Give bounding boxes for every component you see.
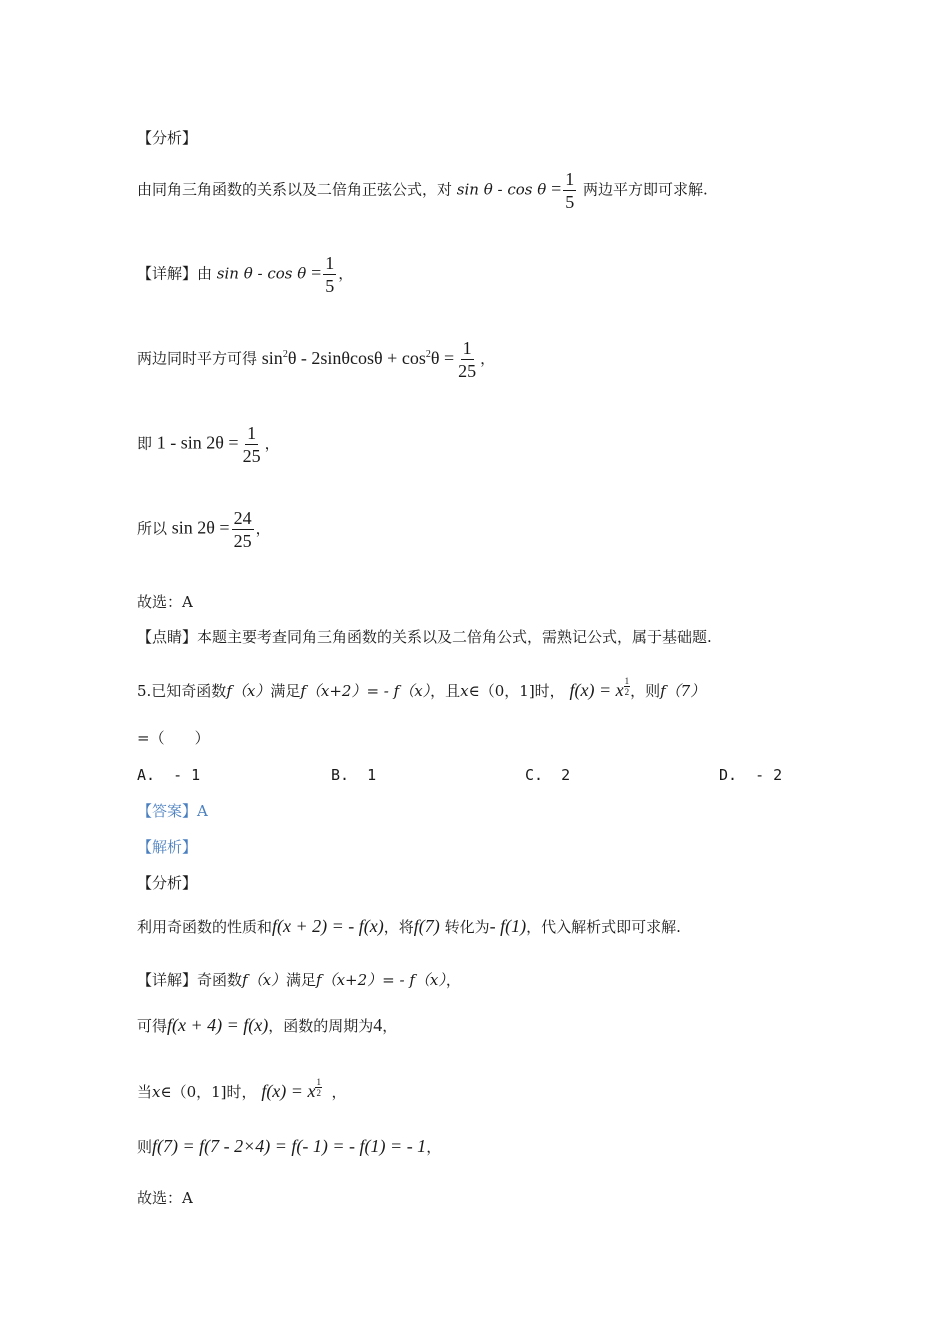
q5-analysis-expr2: f(7) (413, 916, 440, 936)
q5-analysis-expr1: f(x + 2) = - f(x) (272, 916, 384, 936)
square-expr (262, 348, 454, 368)
detail-end: ， (338, 264, 354, 283)
then-a: 则 (137, 1138, 153, 1156)
q5-analysis-a: 利用奇函数的性质和 (137, 918, 273, 936)
fraction-numerator: 1 (462, 338, 472, 358)
stem-fx: f(x) = x (569, 680, 624, 700)
q5-choose-line: 故选：A (137, 1189, 193, 1207)
detail-eq: = (311, 262, 322, 283)
choice-d[interactable] (719, 765, 782, 785)
square-sup2: 2 (425, 348, 431, 360)
analysis-eq: = (551, 178, 562, 199)
choice-value: - 1 (173, 766, 201, 784)
suoyi-end: ， (255, 519, 271, 538)
q5-analysis-expr3: - f(1) (489, 916, 527, 936)
exponent-numerator: 1 (624, 676, 630, 686)
when-exponent (315, 1077, 322, 1098)
ji-fraction (241, 422, 263, 467)
answer-line: 【答案】A (137, 802, 208, 820)
exponent-denominator: 2 (624, 687, 630, 697)
analysis-text-a: 由同角三角函数的关系以及二倍角正弦公式，对 (137, 180, 453, 199)
fraction-denominator: 5 (565, 192, 575, 212)
analysis-line (137, 168, 708, 213)
explain-heading: 【解析】 (137, 838, 198, 856)
choice-value: - 2 (755, 766, 783, 784)
period-line (137, 1015, 397, 1036)
stem-b: 满足 (270, 682, 301, 700)
period-expr: f(x + 4) = f(x) (167, 1015, 269, 1035)
analysis-fraction (563, 168, 576, 213)
ji-line (137, 422, 280, 467)
stem-f: f（x） (226, 682, 271, 700)
choice-value: 2 (561, 766, 571, 784)
q5-analysis-b: ，将 (383, 918, 414, 936)
detail-expr: sin θ - cos θ (216, 264, 307, 283)
then-end: ， (426, 1138, 442, 1156)
stem-a: 5.已知奇函数 (137, 682, 227, 700)
suoyi-fraction (232, 507, 254, 552)
q5-detail-b: 满足 (286, 971, 317, 989)
when-a: 当 (137, 1083, 153, 1101)
stem-f2: f（x+2）= - f（x） (300, 682, 431, 700)
choice-a[interactable] (137, 765, 200, 785)
period-b: ，函数的周期为 (268, 1017, 374, 1035)
square-end: ， (480, 349, 496, 368)
square-expr-b: θ - 2sinθcosθ + cos (287, 347, 426, 368)
fraction-denominator: 25 (242, 446, 261, 466)
ji-prefix: 即 (137, 434, 153, 453)
choice-label: A. (137, 766, 156, 784)
q5-analysis-line (137, 916, 681, 937)
suoyi-line (137, 507, 271, 552)
suoyi-expr: sin 2θ = (171, 517, 230, 538)
choice-b[interactable] (331, 765, 376, 785)
period-a: 可得 (137, 1017, 168, 1035)
square-line (137, 337, 495, 382)
when-line (137, 1077, 347, 1102)
question-stem-line2: =（ ） (137, 729, 210, 747)
square-prefix: 两边同时平方可得 (137, 349, 258, 368)
fraction-denominator: 5 (325, 276, 335, 296)
q5-detail-line (137, 970, 461, 990)
fraction-denominator: 25 (233, 531, 252, 551)
then-expr: f(7) = f(7 - 2×4) = f(- 1) = - f(1) = - 1 (152, 1136, 427, 1156)
when-expr: f(x) = x (261, 1081, 316, 1101)
when-b: ∈（0，1]时， (160, 1083, 257, 1101)
question-stem (137, 676, 705, 701)
fraction-numerator: 1 (325, 253, 335, 273)
q5-analysis-d: ，代入解析式即可求解. (526, 918, 681, 936)
q5-analysis-heading: 【分析】 (137, 874, 198, 892)
q5-detail-f: f（x） (242, 971, 287, 989)
choice-label: B. (331, 766, 350, 784)
q5-detail-f2: f（x+2）= - f（x） (316, 971, 446, 989)
q5-detail-end: ， (445, 971, 461, 989)
square-expr-a: sin (261, 347, 283, 368)
comment-line: 【点睛】本题主要考查同角三角函数的关系以及二倍角公式，需熟记公式，属于基础题. (137, 628, 712, 646)
fraction-denominator: 25 (458, 361, 477, 381)
stem-x: x (460, 682, 469, 700)
fraction-numerator: 1 (247, 423, 257, 443)
fraction-numerator: 1 (565, 169, 575, 189)
choice-value: 1 (367, 766, 377, 784)
detail-fraction (323, 252, 336, 297)
analysis-text-b: 两边平方即可求解. (583, 180, 708, 199)
ji-expr: 1 - sin 2θ = (156, 432, 239, 453)
stem-f7: f（7） (660, 682, 706, 700)
detail-head: 【详解】由 (137, 264, 213, 283)
fraction-numerator: 24 (233, 508, 252, 528)
analysis-heading: 【分析】 (137, 129, 198, 147)
exponent-numerator: 1 (316, 1077, 321, 1087)
period-end: ， (382, 1017, 398, 1035)
square-sup1: 2 (282, 348, 288, 360)
stem-e: ，则 (630, 682, 661, 700)
q5-detail-a: 【详解】奇函数 (137, 971, 243, 989)
suoyi-prefix: 所以 (137, 519, 168, 538)
period-value: 4 (373, 1015, 383, 1035)
stem-c: ，且 (430, 682, 461, 700)
when-x: x (152, 1083, 161, 1101)
choice-c[interactable] (525, 765, 570, 785)
then-line (137, 1136, 441, 1157)
ji-end: ， (264, 434, 280, 453)
q5-analysis-c: 转化为 (444, 918, 490, 936)
when-end: ， (331, 1083, 347, 1101)
choice-label: D. (719, 766, 738, 784)
stem-d: ∈（0，1]时， (468, 682, 565, 700)
choose-line: 故选：A (137, 593, 193, 611)
square-fraction (456, 337, 478, 382)
square-expr-c: θ = (430, 347, 455, 368)
detail-line (137, 252, 353, 297)
choice-label: C. (525, 766, 544, 784)
exponent-denominator: 2 (316, 1088, 321, 1098)
analysis-expr: sin θ - cos θ (456, 180, 547, 199)
